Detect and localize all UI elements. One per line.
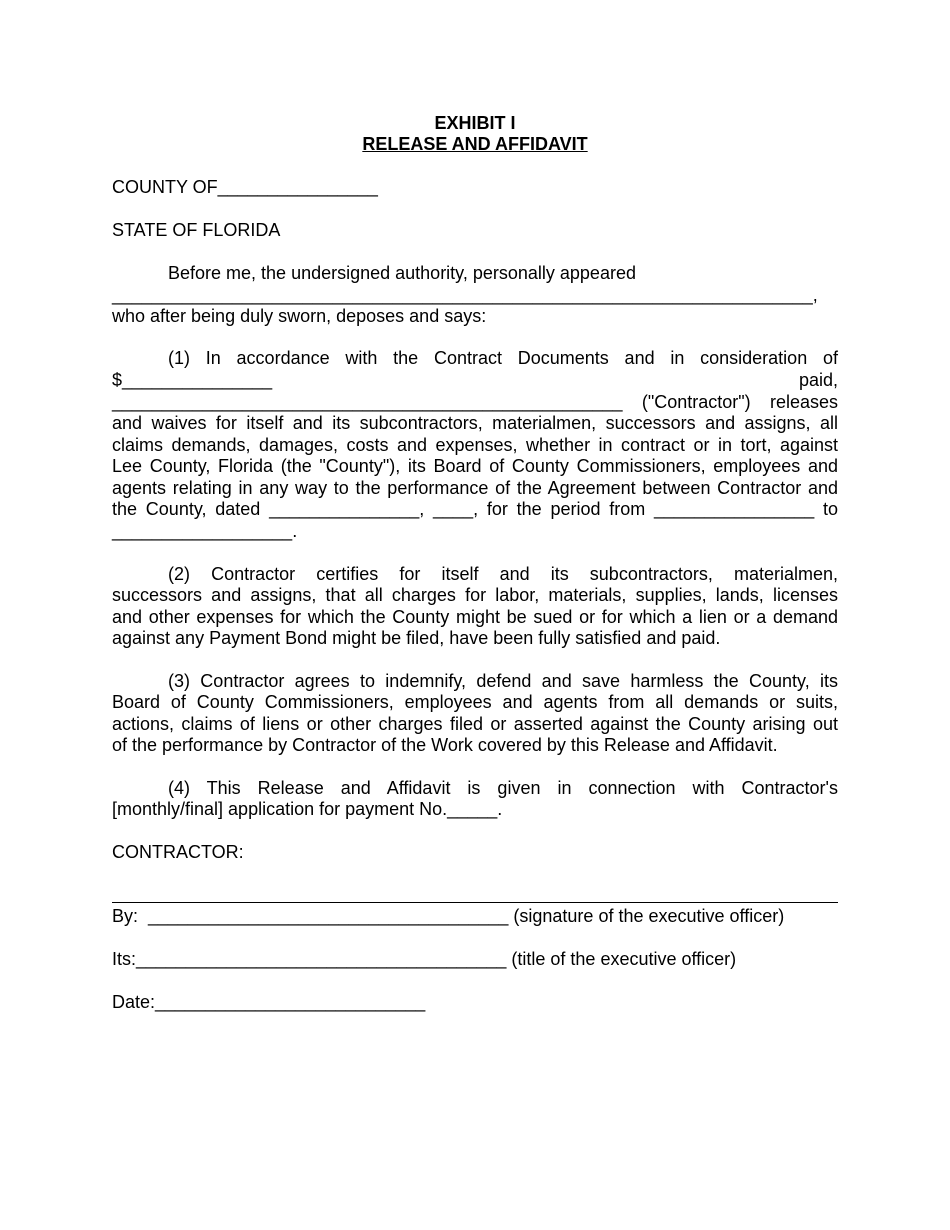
signature-its-line: Its:_____________________________________ (title of the executive officer) [112,949,737,969]
para1-line-7: agents relating in any way to the performance of the Agreement between Contractor and [112,478,838,498]
para1-line-8: the County, dated _______________, ____, for the period from ________________ to [112,499,838,519]
intro-line-3: who after being duly sworn, deposes and says: [112,306,487,326]
intro-line-1: Before me, the undersigned authority, personally appeared [168,263,636,283]
state-line: STATE OF FLORIDA [112,220,281,240]
para1-line-6: Lee County, Florida (the "County"), its Board of County Commissioners, employees and [112,456,838,476]
document-title: RELEASE AND AFFIDAVIT [362,134,588,154]
para3-line-2: Board of County Commissioners, employees and agents from all demands or suits, [112,692,838,712]
para1-line-2-amount: $_______________ [112,370,273,390]
signature-by-line: By: ____________________________________ (signature of the executive officer) [112,906,785,926]
para1-line-3: ___________________________________________________ ("Contractor") releases [112,392,838,412]
para2-line-4: against any Payment Bond might be filed, have been fully satisfied and paid. [112,628,721,648]
para1-line-2-paid: paid, [798,370,838,390]
intro-line-2: ______________________________________________________________________, [112,285,818,305]
para3-line-1: (3) Contractor agrees to indemnify, defend and save harmless the County, its [168,671,838,691]
para3-line-3: actions, claims of liens or other charges filed or asserted against the County arising out [112,714,838,734]
para4-line-2: [monthly/final] application for payment No._____. [112,799,503,819]
signature-date-line: Date:___________________________ [112,992,426,1012]
para3-line-4: of the performance by Contractor of the Work covered by this Release and Affidavit. [112,735,778,755]
para2-line-3: and other expenses for which the County might be sued or for which a lien or a demand [112,607,838,627]
para1-line-4: and waives for itself and its subcontractors, materialmen, successors and assigns, all [112,413,838,433]
para1-line-9: __________________. [112,521,298,541]
para4-line-1: (4) This Release and Affidavit is given in connection with Contractor's [168,778,838,798]
exhibit-label: EXHIBIT I [434,113,516,133]
contractor-name-rule [112,902,838,903]
para2-line-2: successors and assigns, that all charges for labor, materials, supplies, lands, licenses [112,585,838,605]
contractor-label: CONTRACTOR: [112,842,244,862]
para1-line-1: (1) In accordance with the Contract Documents and in consideration of [168,348,838,368]
para1-line-5: claims demands, damages, costs and expenses, whether in contract or in tort, against [112,435,838,455]
para2-line-1: (2) Contractor certifies for itself and its subcontractors, materialmen, [168,564,838,584]
county-line: COUNTY OF________________ [112,177,378,197]
